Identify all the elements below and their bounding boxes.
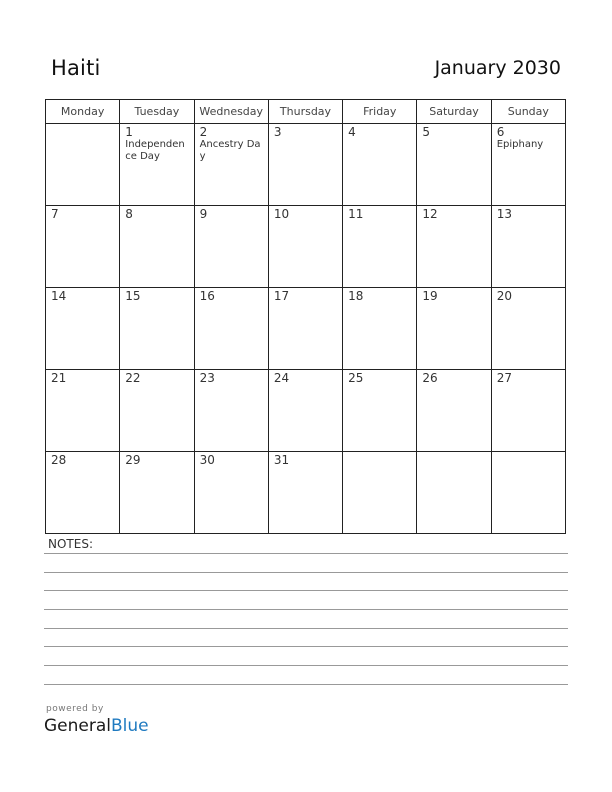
note-line: [44, 684, 568, 685]
day-number: 6: [496, 125, 505, 139]
week-row: [46, 206, 566, 288]
day-cell: [491, 206, 565, 288]
day-number: 13: [496, 207, 512, 221]
day-cell: [120, 452, 194, 534]
day-number: 27: [496, 371, 512, 385]
day-number: 29: [125, 453, 141, 467]
day-number: 7: [51, 207, 59, 221]
week-row: [46, 288, 566, 370]
weekday-header: Friday: [343, 100, 417, 124]
day-number: 31: [273, 453, 290, 467]
day-cell: [194, 124, 268, 206]
note-line: [44, 628, 568, 629]
day-cell: [268, 288, 342, 370]
day-cell: [46, 370, 120, 452]
day-number: 12: [422, 207, 438, 221]
day-cell: [491, 124, 565, 206]
week-row: [46, 124, 566, 206]
day-cell: [417, 370, 491, 452]
day-cell: [491, 288, 565, 370]
day-cell: [194, 206, 268, 288]
note-line: [44, 609, 568, 610]
day-number: 16: [199, 289, 215, 303]
day-cell: [417, 288, 491, 370]
day-number: 17: [273, 289, 290, 303]
day-cell: [343, 288, 417, 370]
day-cell: [491, 452, 565, 534]
weekday-header: Monday: [46, 100, 120, 124]
day-number: 19: [422, 289, 438, 303]
country-title: Haiti: [51, 56, 101, 80]
weekday-header: Saturday: [417, 100, 491, 124]
day-cell: [120, 206, 194, 288]
day-number: 26: [422, 371, 438, 385]
day-cell: [268, 206, 342, 288]
day-number: 21: [51, 371, 67, 385]
day-number: 18: [348, 289, 364, 303]
weekday-header: Tuesday: [120, 100, 194, 124]
day-cell: [417, 206, 491, 288]
day-number: 9: [199, 207, 208, 221]
day-cell: [343, 452, 417, 534]
day-cell: [343, 124, 417, 206]
day-cell: [268, 370, 342, 452]
day-number: 3: [273, 125, 282, 139]
day-cell: [46, 206, 120, 288]
note-line: [44, 646, 568, 647]
calendar-grid: [45, 99, 566, 534]
day-cell: [120, 124, 194, 206]
day-cell: [194, 288, 268, 370]
generalblue-logo: [44, 716, 149, 736]
day-cell: [417, 124, 491, 206]
day-cell: [268, 124, 342, 206]
day-number: 8: [125, 207, 133, 221]
day-number: 15: [125, 289, 141, 303]
day-number: 30: [199, 453, 215, 467]
brand-blue: Blue: [111, 716, 149, 736]
note-line: [44, 572, 568, 573]
day-number: 14: [51, 289, 67, 303]
week-row: [46, 452, 566, 534]
note-line: [44, 665, 568, 666]
day-number: 11: [348, 207, 364, 221]
day-number: 2: [199, 125, 208, 139]
holiday-label: Independence Day: [125, 139, 185, 162]
day-number: 24: [273, 371, 290, 385]
day-cell: [46, 452, 120, 534]
day-cell: [268, 452, 342, 534]
brand-general: General: [44, 716, 111, 736]
day-number: 1: [125, 125, 133, 139]
day-cell: [194, 370, 268, 452]
day-number: 10: [273, 207, 290, 221]
day-number: 28: [51, 453, 67, 467]
weekday-header: Sunday: [491, 100, 565, 124]
holiday-label: Ancestry Day: [199, 139, 261, 162]
notes-label: NOTES:: [48, 537, 93, 551]
day-cell: [46, 288, 120, 370]
day-number: 20: [496, 289, 512, 303]
week-row: [46, 370, 566, 452]
weekday-header: Wednesday: [194, 100, 268, 124]
holiday-label: Epiphany: [496, 139, 544, 150]
day-cell: [343, 370, 417, 452]
day-cell: [120, 288, 194, 370]
note-line: [44, 590, 568, 591]
day-number: 5: [422, 125, 431, 139]
powered-by-label: powered by: [46, 704, 104, 714]
month-title: January 2030: [434, 57, 561, 79]
weekday-header-row: [46, 100, 566, 124]
day-number: 23: [199, 371, 215, 385]
day-cell: [417, 452, 491, 534]
day-number: 4: [348, 125, 356, 139]
day-cell: [194, 452, 268, 534]
day-number: 22: [125, 371, 141, 385]
note-line: [44, 553, 568, 554]
day-cell: [491, 370, 565, 452]
weekday-header: Thursday: [268, 100, 342, 124]
day-number: 25: [348, 371, 364, 385]
day-cell: [120, 370, 194, 452]
day-cell: [46, 124, 120, 206]
day-cell: [343, 206, 417, 288]
